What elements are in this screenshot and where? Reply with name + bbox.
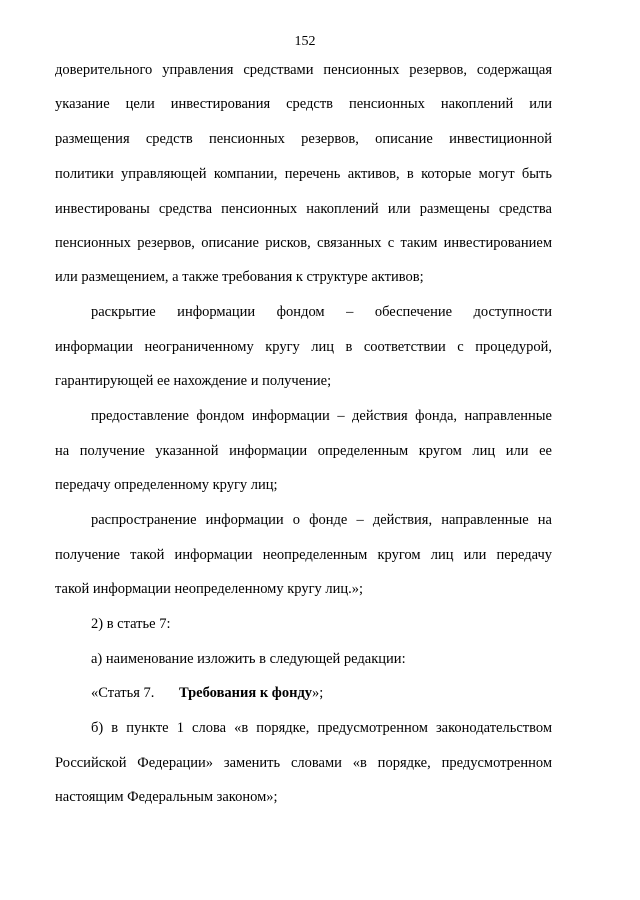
article-title: Требования к фонду [179,685,313,701]
text-line: или размещением, а также требования к структуре активов; [55,269,424,285]
text-line: такой информации неопределенному кругу лиц.»; [55,581,364,597]
text-line: 2) в статье 7: [91,616,171,632]
text-line: Российской Федерации» заменить словами «в порядке, предусмотренном [55,755,552,771]
text-line: политики управляющей компании, перечень активов, в которые могут быть [55,166,552,182]
text-line: настоящим Федеральным законом»; [55,789,278,805]
text-line: получение такой информации неопределенным кругом лиц или передачу [55,547,552,563]
text-line: пенсионных резервов, описание рисков, связанных с таким инвестированием [55,235,552,251]
text-line: гарантирующей ее нахождение и получение; [55,373,332,389]
text-line: а) наименование изложить в следующей редакции: [91,651,406,667]
article-label: «Статья 7. [91,685,155,701]
text-line: информации неограниченному кругу лиц в соответствии с процедурой, [55,339,552,355]
page-number: 152 [294,34,316,49]
article-heading-suffix: »; [312,685,324,701]
paragraph-first-line: б) в пункте 1 слова «в порядке, предусмотренном законодательством [91,720,552,736]
text-line: на получение указанной информации определенным кругом лиц или ее [55,443,552,459]
text-line: доверительного управления средствами пенсионных резервов, содержащая [55,62,552,78]
text-line: инвестированы средства пенсионных накоплений или размещены средства [55,201,552,217]
article-heading [91,684,588,702]
paragraph-first-line: распространение информации о фонде – действия, направленные на [91,512,552,528]
text-line: указание цели инвестирования средств пенсионных накоплений или [55,96,552,112]
text-line: размещения средств пенсионных резервов, описание инвестиционной [55,131,552,147]
text-line: передачу определенному кругу лиц; [55,477,278,493]
paragraph-first-line: предоставление фондом информации – действия фонда, направленные [91,408,552,424]
paragraph-first-line: раскрытие информации фондом – обеспечение доступности [91,304,552,320]
